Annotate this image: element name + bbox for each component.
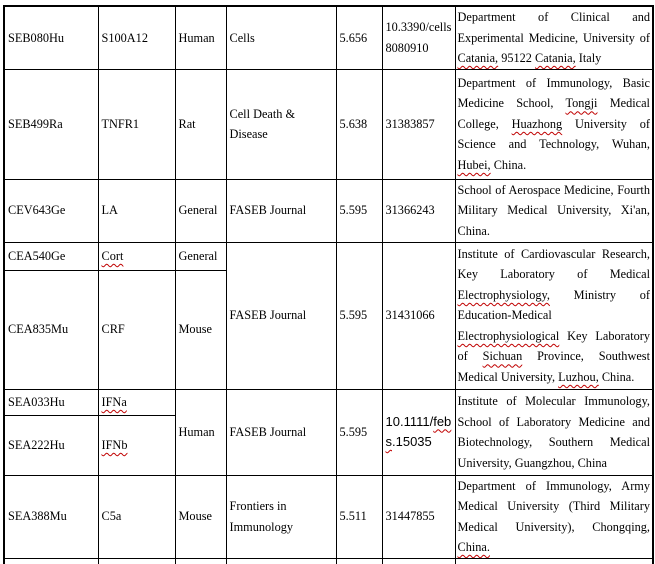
catalog-number-cell	[4, 475, 98, 558]
table-body	[4, 6, 653, 564]
journal-cell	[226, 558, 336, 564]
catalog-number-cell	[4, 6, 98, 69]
species-cell	[175, 242, 226, 270]
table-row	[4, 242, 653, 270]
species-cell	[175, 179, 226, 242]
text-segment: 5.595	[339, 308, 368, 323]
text-segment: Department of Immunology, Army Medical University (Third Military Medical University), Chongqing,	[457, 478, 650, 534]
target-name-cell	[98, 415, 175, 475]
table-row	[4, 475, 653, 558]
table-row	[4, 6, 653, 69]
target-name-cell	[98, 6, 175, 69]
table-row	[4, 69, 653, 179]
impact-factor-cell	[336, 6, 382, 69]
species-cell	[175, 475, 226, 558]
impact-factor-cell	[336, 558, 382, 564]
text-segment: 5.595	[339, 424, 368, 439]
publications-table	[3, 5, 654, 564]
misspelled-word: Electrophysiology,	[457, 287, 550, 302]
species-cell	[175, 6, 226, 69]
affiliation-cell	[455, 242, 653, 389]
impact-factor-cell	[336, 242, 382, 389]
doi-pmid-cell	[382, 389, 455, 475]
text-segment: Cells	[229, 30, 255, 45]
text-segment: SEA388Mu	[8, 509, 67, 524]
text-segment: C5a	[101, 509, 122, 524]
text-segment: 31431066	[385, 308, 435, 323]
text-segment: SEB080Hu	[8, 30, 65, 45]
doi-pmid-cell	[382, 179, 455, 242]
misspelled-word: IFNb	[101, 437, 128, 452]
species-cell	[175, 389, 226, 475]
text-segment: Human	[178, 30, 215, 45]
text-segment: University of Science and Technology, Wuhan,	[457, 116, 650, 152]
text-segment: China.	[490, 157, 527, 172]
text-segment: 5.511	[339, 509, 367, 524]
text-segment: SEA033Hu	[8, 394, 65, 409]
text-segment: TNFR1	[101, 116, 140, 131]
catalog-number-cell	[4, 389, 98, 415]
table-row	[4, 389, 653, 415]
text-segment: SEA222Hu	[8, 437, 65, 452]
misspelled-word: IFNa	[101, 394, 127, 409]
text-segment: Frontiers in Immunology	[229, 499, 294, 534]
text-segment: Rat	[178, 116, 196, 131]
text-segment: Mouse	[178, 322, 212, 337]
misspelled-word: Catania,	[457, 51, 499, 65]
affiliation-cell	[455, 6, 653, 69]
journal-cell	[226, 389, 336, 475]
catalog-number-cell	[4, 558, 98, 564]
target-name-cell	[98, 242, 175, 270]
text-segment: Institute of Cardiovascular Research, Key Laboratory of Medical	[457, 246, 650, 282]
journal-cell	[226, 179, 336, 242]
text-segment: Department of Immunology, Basic Medicine School,	[457, 75, 650, 111]
text-segment: FASEB Journal	[229, 424, 307, 439]
text-segment: 5.595	[339, 203, 368, 218]
text-segment: Ministry of Education-Medical	[457, 287, 650, 323]
text-segment: S100A12	[101, 30, 148, 45]
text-segment: Institute of Molecular Immunology, School of Laboratory Medicine and Biotechnology, Southern Medical University, Guangzhou, China	[457, 394, 650, 470]
text-segment: Province, Southwest Medical University,	[457, 349, 650, 384]
text-segment: General	[178, 203, 218, 218]
species-cell	[175, 69, 226, 179]
catalog-number-cell	[4, 242, 98, 270]
text-segment: China.	[598, 369, 635, 384]
target-name-cell	[98, 179, 175, 242]
text-segment: 95122	[498, 51, 536, 65]
text-segment: FASEB Journal	[229, 203, 307, 218]
impact-factor-cell	[336, 389, 382, 475]
target-name-cell	[98, 475, 175, 558]
table-row	[4, 558, 653, 564]
text-segment: .15035	[392, 434, 432, 449]
misspelled-word: Luzhou,	[558, 369, 599, 384]
table-row	[4, 179, 653, 242]
journal-cell	[226, 475, 336, 558]
text-segment: Key Laboratory of	[457, 328, 650, 364]
catalog-number-cell	[4, 179, 98, 242]
target-name-cell	[98, 69, 175, 179]
misspelled-word: febs	[385, 413, 452, 449]
text-segment: CEV643Ge	[8, 203, 66, 218]
text-segment: LA	[101, 203, 118, 218]
misspelled-word: Tongji	[565, 96, 598, 111]
catalog-number-cell	[4, 69, 98, 179]
doi-pmid-cell	[382, 558, 455, 564]
text-segment: SEB499Ra	[8, 116, 63, 131]
species-cell	[175, 270, 226, 389]
impact-factor-cell	[336, 179, 382, 242]
species-cell	[175, 558, 226, 564]
doi-pmid-cell	[382, 6, 455, 69]
text-segment: 10.3390/cells8080910	[385, 20, 452, 55]
text-segment: Medical College,	[457, 96, 650, 131]
text-segment: Department of Clinical and Experimental Medicine, University of	[457, 10, 650, 45]
affiliation-cell	[455, 475, 653, 558]
text-segment: General	[178, 248, 218, 263]
doi-pmid-cell	[382, 69, 455, 179]
journal-cell	[226, 69, 336, 179]
text-segment: 31366243	[385, 203, 435, 218]
journal-cell	[226, 242, 336, 389]
text-segment: Italy	[575, 51, 602, 65]
catalog-number-cell	[4, 270, 98, 389]
text-segment: 5.638	[339, 116, 368, 131]
text-segment: 31447855	[385, 509, 435, 524]
doi-pmid-cell	[382, 475, 455, 558]
misspelled-word: Electrophysiological	[457, 328, 560, 343]
text-segment: CEA540Ge	[8, 248, 66, 263]
text-segment: 10.1111/	[385, 413, 434, 429]
impact-factor-cell	[336, 475, 382, 558]
affiliation-cell	[455, 69, 653, 179]
target-name-cell	[98, 558, 175, 564]
misspelled-word: Huazhong	[511, 116, 563, 131]
text-segment: FASEB Journal	[229, 308, 307, 323]
text-segment: 31383857	[385, 116, 435, 131]
misspelled-word: Catania,	[535, 51, 576, 65]
misspelled-word: China.	[457, 540, 490, 554]
text-segment: Cell Death & Disease	[229, 106, 296, 141]
affiliation-cell	[455, 558, 653, 564]
text-segment: Human	[178, 424, 215, 439]
text-segment: Mouse	[178, 509, 212, 524]
catalog-number-cell	[4, 415, 98, 475]
target-name-cell	[98, 389, 175, 415]
misspelled-word: Hubei,	[457, 157, 491, 172]
target-name-cell	[98, 270, 175, 389]
impact-factor-cell	[336, 69, 382, 179]
misspelled-word: Sichuan	[482, 349, 523, 364]
affiliation-cell	[455, 179, 653, 242]
journal-cell	[226, 6, 336, 69]
doi-pmid-cell	[382, 242, 455, 389]
text-segment: CRF	[101, 322, 125, 337]
text-segment: CEA835Mu	[8, 322, 69, 337]
text-segment: 5.656	[339, 30, 368, 45]
text-segment: School of Aerospace Medicine, Fourth Military Medical University, Xi'an, China.	[457, 182, 650, 238]
misspelled-word: Cort	[101, 248, 124, 263]
affiliation-cell	[455, 389, 653, 475]
